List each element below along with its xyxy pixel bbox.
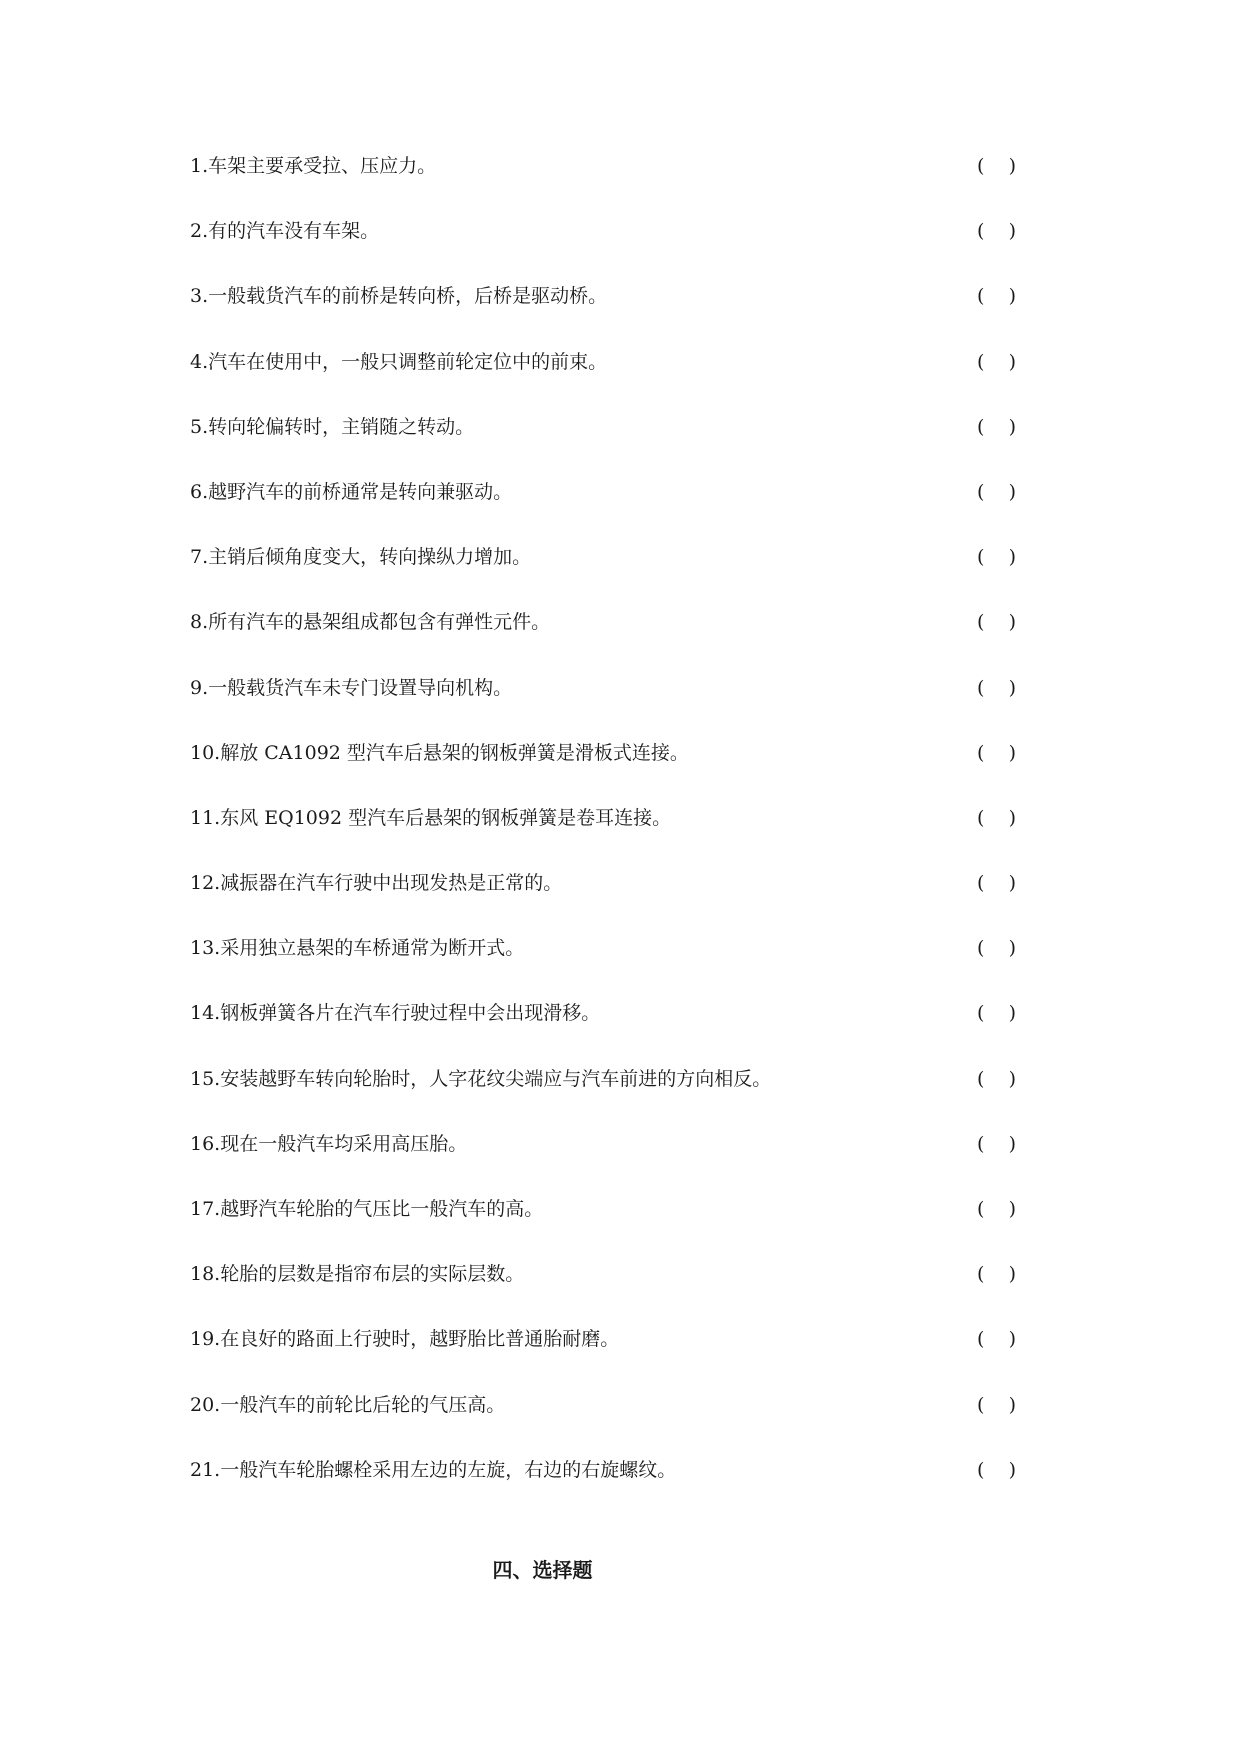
answer-bracket[interactable]: ( ) (977, 350, 1016, 373)
question-text: 11.东风 EQ1092 型汽车后悬架的钢板弹簧是卷耳连接。 (190, 806, 672, 829)
question-item (190, 270, 1050, 335)
answer-bracket[interactable]: ( ) (977, 1263, 1016, 1286)
question-text: 18.轮胎的层数是指帘布层的实际层数。 (190, 1263, 525, 1286)
question-item (190, 1379, 1050, 1444)
answer-bracket[interactable]: ( ) (977, 415, 1016, 438)
question-item (190, 401, 1050, 466)
question-text: 14.钢板弹簧各片在汽车行驶过程中会出现滑移。 (190, 1002, 601, 1025)
answer-bracket[interactable]: ( ) (977, 155, 1016, 177)
question-item (190, 792, 1050, 857)
answer-bracket[interactable]: ( ) (977, 285, 1016, 308)
question-item (190, 662, 1050, 727)
question-item (190, 336, 1050, 401)
answer-bracket[interactable]: ( ) (977, 806, 1016, 829)
question-item (190, 987, 1050, 1052)
question-text: 13.采用独立悬架的车桥通常为断开式。 (190, 937, 525, 960)
question-text: 8.所有汽车的悬架组成都包含有弹性元件。 (190, 611, 551, 634)
question-text: 9.一般载货汽车未专门设置导向机构。 (190, 676, 513, 699)
answer-bracket[interactable]: ( ) (977, 676, 1016, 699)
question-item (190, 205, 1050, 270)
question-item (190, 1053, 1050, 1118)
question-item (190, 466, 1050, 531)
question-item (190, 727, 1050, 792)
question-text: 16.现在一般汽车均采用高压胎。 (190, 1132, 468, 1155)
question-item (190, 531, 1050, 596)
answer-bracket[interactable]: ( ) (977, 1002, 1016, 1025)
answer-bracket[interactable]: ( ) (977, 1458, 1016, 1481)
section-heading: 四、选择题 (492, 1558, 593, 1582)
answer-bracket[interactable]: ( ) (977, 872, 1016, 895)
question-text: 10.解放 CA1092 型汽车后悬架的钢板弹簧是滑板式连接。 (190, 741, 689, 764)
question-text: 2.有的汽车没有车架。 (190, 220, 380, 243)
question-text: 6.越野汽车的前桥通常是转向兼驱动。 (190, 480, 513, 503)
question-text: 15.安装越野车转向轮胎时，人字花纹尖端应与汽车前进的方向相反。 (190, 1067, 772, 1090)
question-item (190, 857, 1050, 922)
question-text: 1.车架主要承受拉、压应力。 (190, 155, 437, 177)
answer-bracket[interactable]: ( ) (977, 480, 1016, 503)
answer-bracket[interactable]: ( ) (977, 741, 1016, 764)
question-text: 21.一般汽车轮胎螺栓采用左边的左旋，右边的右旋螺纹。 (190, 1458, 677, 1481)
question-text: 7.主销后倾角度变大，转向操纵力增加。 (190, 546, 532, 569)
true-false-question-list (190, 140, 1050, 1509)
question-item (190, 1183, 1050, 1248)
question-text: 4.汽车在使用中，一般只调整前轮定位中的前束。 (190, 350, 608, 373)
answer-bracket[interactable]: ( ) (977, 937, 1016, 960)
answer-bracket[interactable]: ( ) (977, 1067, 1016, 1090)
answer-bracket[interactable]: ( ) (977, 1393, 1016, 1416)
question-item (190, 1444, 1050, 1509)
question-text: 3.一般载货汽车的前桥是转向桥，后桥是驱动桥。 (190, 285, 608, 308)
answer-bracket[interactable]: ( ) (977, 546, 1016, 569)
question-item (190, 922, 1050, 987)
question-text: 20.一般汽车的前轮比后轮的气压高。 (190, 1393, 506, 1416)
question-item (190, 1118, 1050, 1183)
answer-bracket[interactable]: ( ) (977, 611, 1016, 634)
question-item (190, 596, 1050, 661)
question-item (190, 1248, 1050, 1313)
question-text: 5.转向轮偏转时，主销随之转动。 (190, 415, 475, 438)
answer-bracket[interactable]: ( ) (977, 1198, 1016, 1220)
question-text: 19.在良好的路面上行驶时，越野胎比普通胎耐磨。 (190, 1328, 620, 1351)
answer-bracket[interactable]: ( ) (977, 1328, 1016, 1351)
question-text: 12.减振器在汽车行驶中出现发热是正常的。 (190, 872, 563, 895)
answer-bracket[interactable]: ( ) (977, 220, 1016, 243)
question-item (190, 1313, 1050, 1378)
question-text: 17.越野汽车轮胎的气压比一般汽车的高。 (190, 1198, 544, 1220)
question-item (190, 140, 1050, 205)
answer-bracket[interactable]: ( ) (977, 1132, 1016, 1155)
